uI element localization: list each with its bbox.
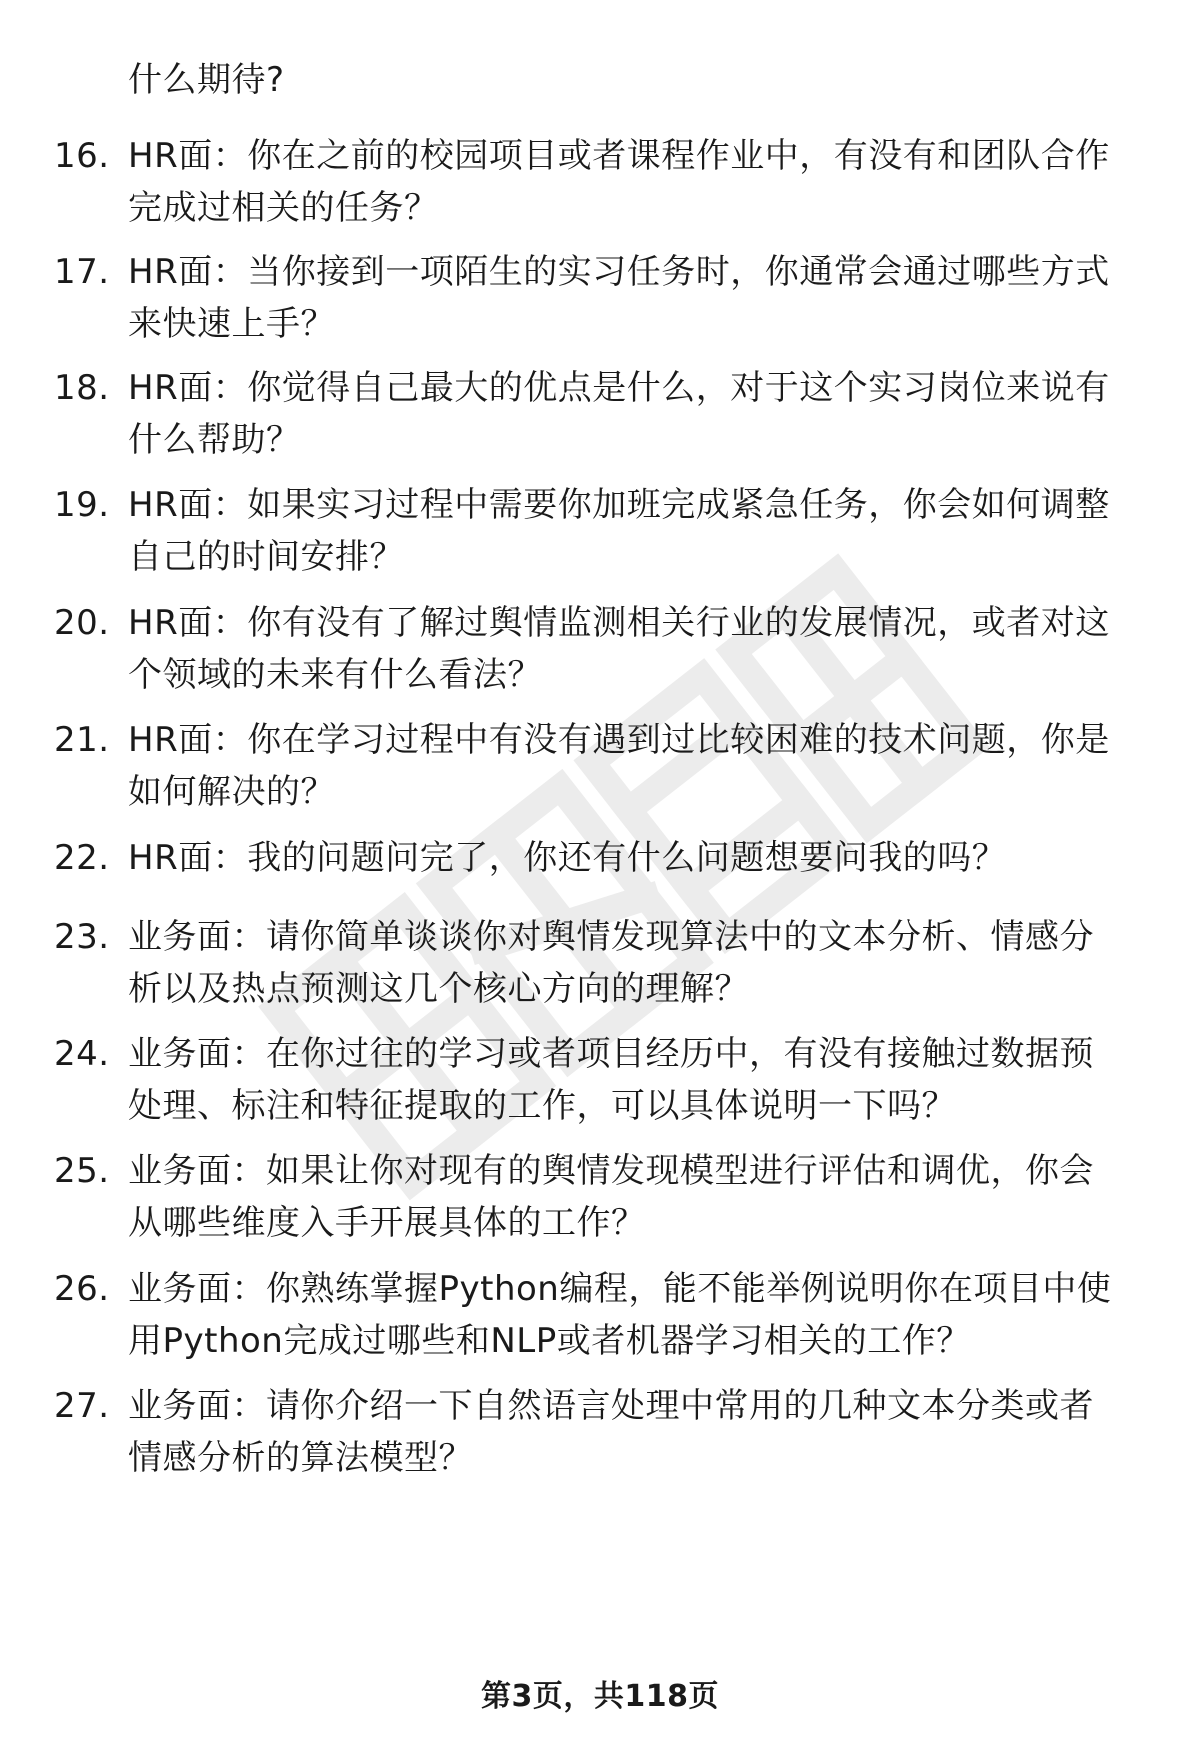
question-text	[128, 911, 1163, 1015]
question-number: 19.	[54, 485, 110, 525]
question-line: 什么帮助？	[128, 420, 301, 460]
question-line: 析以及热点预测这几个核心方向的理解？	[128, 969, 749, 1009]
question-line: 用Python完成过哪些和NLP或者机器学习相关的工作？	[128, 1321, 971, 1361]
question-line: 处理、标注和特征提取的工作，可以具体说明一下吗？	[128, 1086, 956, 1126]
question-line: HR面：你有没有了解过舆情监测相关行业的发展情况，或者对这	[128, 603, 1110, 643]
question-line: HR面：你在学习过程中有没有遇到过比较困难的技术问题，你是	[128, 720, 1110, 760]
question-line: 业务面：如果让你对现有的舆情发现模型进行评估和调优，你会	[128, 1151, 1094, 1191]
question-line: 来快速上手？	[128, 304, 335, 344]
question-number: 20.	[54, 603, 110, 643]
question-line: HR面：你在之前的校园项目或者课程作业中，有没有和团队合作	[128, 136, 1110, 176]
question-number: 23.	[54, 917, 110, 957]
question-line: HR面：你觉得自己最大的优点是什么，对于这个实习岗位来说有	[128, 368, 1110, 408]
continued-question-text: 什么期待?	[128, 60, 285, 100]
question-text	[128, 1028, 1163, 1132]
question-text	[128, 1380, 1163, 1484]
question-number: 24.	[54, 1034, 110, 1074]
question-text	[128, 362, 1163, 466]
question-line: 如何解决的？	[128, 772, 335, 812]
question-line: 自己的时间安排？	[128, 537, 404, 577]
question-line: HR面：如果实习过程中需要你加班完成紧急任务，你会如何调整	[128, 485, 1110, 525]
question-line: HR面：我的问题问完了，你还有什么问题想要问我的吗？	[128, 838, 1007, 878]
question-line: 业务面：你熟练掌握Python编程，能不能举例说明你在项目中使	[128, 1269, 1112, 1309]
question-line: HR面：当你接到一项陌生的实习任务时，你通常会通过哪些方式	[128, 252, 1110, 292]
page-footer: 第3页，共118页	[481, 1679, 719, 1714]
question-text	[128, 1145, 1163, 1249]
question-number: 21.	[54, 720, 110, 760]
question-line: 情感分析的算法模型？	[128, 1438, 473, 1478]
question-text	[128, 714, 1163, 818]
question-line: 业务面：请你简单谈谈你对舆情发现算法中的文本分析、情感分	[128, 917, 1094, 957]
question-line: 从哪些维度入手开展具体的工作？	[128, 1203, 646, 1243]
question-text	[128, 832, 1163, 884]
question-text	[128, 130, 1163, 234]
question-text	[128, 597, 1163, 701]
question-number: 16.	[54, 136, 110, 176]
question-number: 27.	[54, 1386, 110, 1426]
question-text	[128, 1263, 1163, 1367]
question-line: 个领域的未来有什么看法？	[128, 655, 542, 695]
question-number: 22.	[54, 838, 110, 878]
question-number: 17.	[54, 252, 110, 292]
question-number: 18.	[54, 368, 110, 408]
question-line: 业务面：请你介绍一下自然语言处理中常用的几种文本分类或者	[128, 1386, 1094, 1426]
question-text	[128, 479, 1163, 583]
question-line: 业务面：在你过往的学习或者项目经历中，有没有接触过数据预	[128, 1034, 1094, 1074]
question-number: 26.	[54, 1269, 110, 1309]
question-line: 完成过相关的任务？	[128, 188, 439, 228]
question-text	[128, 246, 1163, 350]
question-number: 25.	[54, 1151, 110, 1191]
